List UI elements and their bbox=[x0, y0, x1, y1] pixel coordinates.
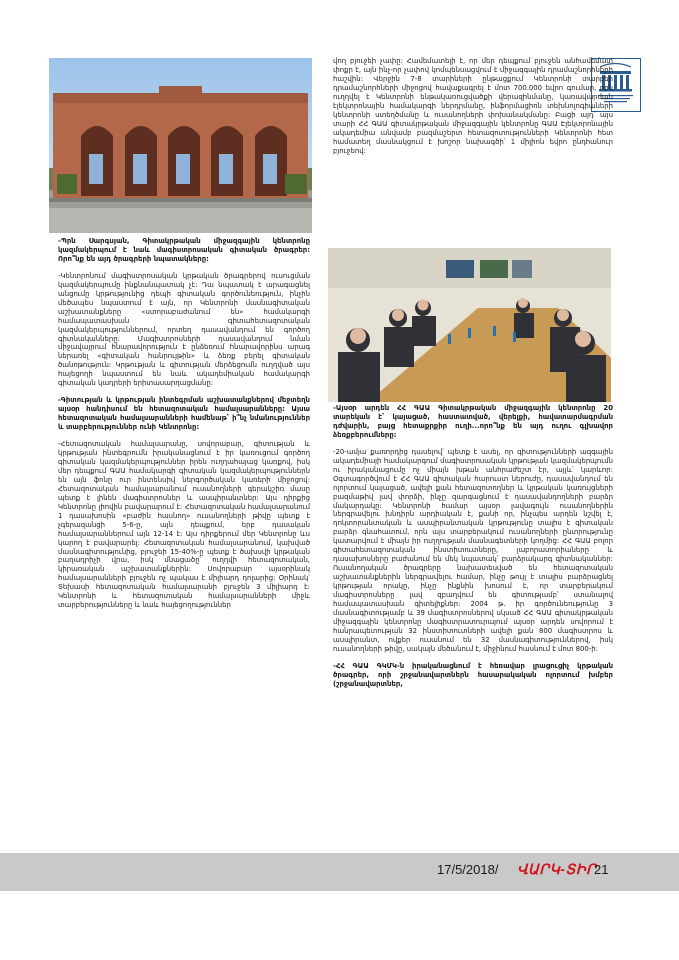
building-illustration bbox=[49, 58, 312, 233]
answer-3: -20-ամյա քառորդից դասելով՝ պետք է ասել, որ գիտությունների ազգային ակադեմիայի համակարգում մագիստրոսական կրթության կազմակերպումն ու իրականացումը ոչ միայն խթան անհրաժեշտ էր, այլև՝ կարևոր: Օգտագործվում է ՀՀ ԳԱԱ գիտական հարուստ ներուժը, դասավանդում են ոլորտում կայացած, ավելի քան հետազոտողներ և կրթական կառույցների բազմաթիվ լավ փորձի, ինչը զարգացնում է դասավանդողների բարձր մակարդակը: Կենտրոնի համար այսօր լավագույն ուսանողներին ներգրավելու խնդիրն արդիական է, քանի որ, ինչպես արդեն նշվել է, դոկտորանտական և ասպիրանտական կրթությունը տալիս է գիտական բարձր գնահատում, որն այս տարբերակում ուսանողների ընտրությունը կատարվում է միայն իր ուղղության մասնագետների կողմից: ՀՀ ԳԱԱ բոլոր գիտահետազոտական ինստիտուտները, լաբորատորիաները և դասախոսները բաժանում են մեկ նպատակ՝ բարձրակարգ գիտնականներ: Ուսանողական ծրագրերը նախատեսված են հետազոտական աշխատանքներին ներգրավելու համար, ինչը թույլ է տալիս բարձրացնել կրթության որակը, ինչը ինքնին խոսում է, որ տարբերակում մագիստրոսները լավ զբաղվում են գիտությամբ՝ ստանալով համապատասխան գիտելիքներ: 2004 թ. իր գործունեությունը 3 մասնագիտությամբ և 39 մագիստրոսներով սկսած ՀՀ ԳԱԱ գիտակրթական միջազգային կենտրոնը մագիստրատուրայում այսօր արդեն սովորում է հանրապետության 32 ինստիտուտների ավելի քան 800 մագիստրոս և ասպիրանտ, ովքեր ուսանում են 32 մասնագիտություններով, իսկ ուսանողների թիվը, սակայն մեծանում է, միջինում հասնում է մոտ 800-ի: bbox=[333, 447, 613, 653]
right-text-column-bottom bbox=[333, 404, 613, 689]
question-4: -ՀՀ ԳԱԱ ԳԿՄԿ-ն իրականացնում է հեռավար լրացուցիչ կրթական ծրագրեր, որի շրջանավարտներն հասարակական ոլորտում խմբեր (շրջանավարտներ, bbox=[333, 661, 613, 688]
page-number: 21 bbox=[594, 862, 609, 877]
answer-2-continued: վող բյուջեի չափը: Համեմատելի է, որ մեր դեպքում բյուջեն անհամեմատ փոքր է, այն ինչ-որ չափով կոմպենսացվում է միջազգային դրամաշնորհների հաշվին: Վերջին 7-8 տարիների ընթացքում Կենտրոնի տարբեր դրամաշնորհների միջոցով հավաքագրել է մոտ 700.000 եվրո գումար, որն ուղղվել է Կենտրոնի ենթակառուցվածքի վերազինմանը, կառավարման էլեկտրոնային համակարգի ներդրմանը, ինֆորմացիոն տեխնոլոգիաների կենտրոնի ստեղծմանը և ուսանողների փոխանակմանը: Բացի այդ՝ այս տարի ՀՀ ԳԱԱ գիտակրթական միջազգային կենտրոնը ԳԱԱ Էլեկտրոնային ակադեմիա անվամբ բազմաշերտ հետազոտությունների Կենտրոնի հետ համատեղ մասնակցում է խոշոր նախագծի՝ 1 միլիոն եվրո ընդհանուր բյուջեով: bbox=[333, 57, 613, 155]
magazine-logo: ՎԱՐԿ-ՏԻՐ bbox=[517, 861, 597, 877]
meeting-illustration bbox=[328, 248, 611, 402]
answer-2: -Հետազոտական համալսարանը, սովորաբար, գիտության և կրթության ինտեգրումն իրականացնում է իր կառուցում գործող գիտական կազմակերպություններ իրեն ուղղահայաց կառքով, իսկ մեր դեպքում ԳԱԱ համակարգի գիտական կազմակերպություններն են այն ֆոնը ուր ինտենսիվ ներգործական կառերի միջոցով: Հետազոտական համալսարանում ուսանողների գերակշիռ մասը պետք է լինեն մագիստրոսներ և ասպիրանտներ: Այս դիրքից Կենտրոնը լիովին բավարարում է: Հետազոտական համալսարանում 1 դասախոսին «բաժին հասնող» ուսանողների թիվը պետք է չգերազանցի 5-6-ը, այն դեպքում, երբ դասական համալսարաններում այն 12-14 է: Այս դիրքերում մեր Կենտրոնը ևս կարող է բավարարել: Հետազոտական համալսարանում, կախված մասնագիտությունից, բյուջեի 15-40%-ը պետք է ծախսվի կրթական բաղադրիչի վրա, իսկ մնացածը՝ ուղղվի հետազոտական, կիրառական աշխատանքներին: Սովորաբար այսօրինակ համալսարանների բյուջեն ոչ պակաս է միլիարդ դոլարից: Օրինակ՝ Տեխասի հետազոտական համալսարանի բյուջեն 3 միլիարդ է: Կենտրոնի և հետազոտական համալսարանների միջև տարբերությունները և նաև հայեցողություններ bbox=[58, 440, 310, 610]
building-photo bbox=[49, 58, 312, 233]
right-text-column-top bbox=[333, 57, 613, 155]
top-margin bbox=[0, 0, 679, 40]
question-1: -Պրն Սարգսյան, Գիտակրթական միջազգային կենտրոնը կազմակերպում է նաև մագիստրոսական գիտական ծրագրեր: Որո՞նք են այդ ծրագրերի նպատակները: bbox=[58, 237, 310, 263]
issue-date: 17/5/2018/ bbox=[437, 862, 499, 877]
left-text-column bbox=[58, 237, 310, 610]
answer-1: -Կենտրոնում մագիստրոսական կրթական ծրագրերով ուսուցման կազմակերպումը ինքնանպատակ չէ: Դա նպատակ է արագացնել անցումը կրթությունից դեպի գիտական գործունեություն, ինչին մեծապես նպաստում է այն, որ Կենտրոնի մասնագիտական աշխատանքները «ստորաբաժանում են» համակարգի համապատասխան գիտահետազոտական կազմակերպություններում, որտեղ դասավանդում են գործող գիտնականները: Մագիստրոսների դասավանդում նման միջավայրում հնարավորություն է ընձեռում հնարավորինս արագ ներառել «գիտական հանրույթին» և ձեռք բերել գիտական ծանոթություն: Կրթության և գիտության մերձեցումն ուղղված այս հայեցողի նպաստում են նաև ակադեմիական համակարգի գիտական կադրերի երիտասարդացմանը: bbox=[58, 271, 310, 388]
question-3: -Այսօր արդեն ՀՀ ԳԱԱ Գիտակրթական միջազգային կենտրոնը 20 տարեկան է՝ կայացած, հաստատված, վերելքի, հավատարմագրման դժվարին, բայց հետաքրքիր ուղի...որո՞նք են այդ ուղու գլխավոր ձեռքբերումները: bbox=[333, 404, 613, 439]
meeting-photo bbox=[328, 248, 611, 402]
question-2: -Գիտության և կրթության ինտեգրման աշխատանքներով մեջտեղն այսօր հանդիսում են հետազոտական համալսարանները: Այսա հետազոտական համալսարանների համենաթ՝ ի՞նչ նմանություններ և տարբերություններ ունի Կենտրոնը: bbox=[58, 396, 310, 432]
